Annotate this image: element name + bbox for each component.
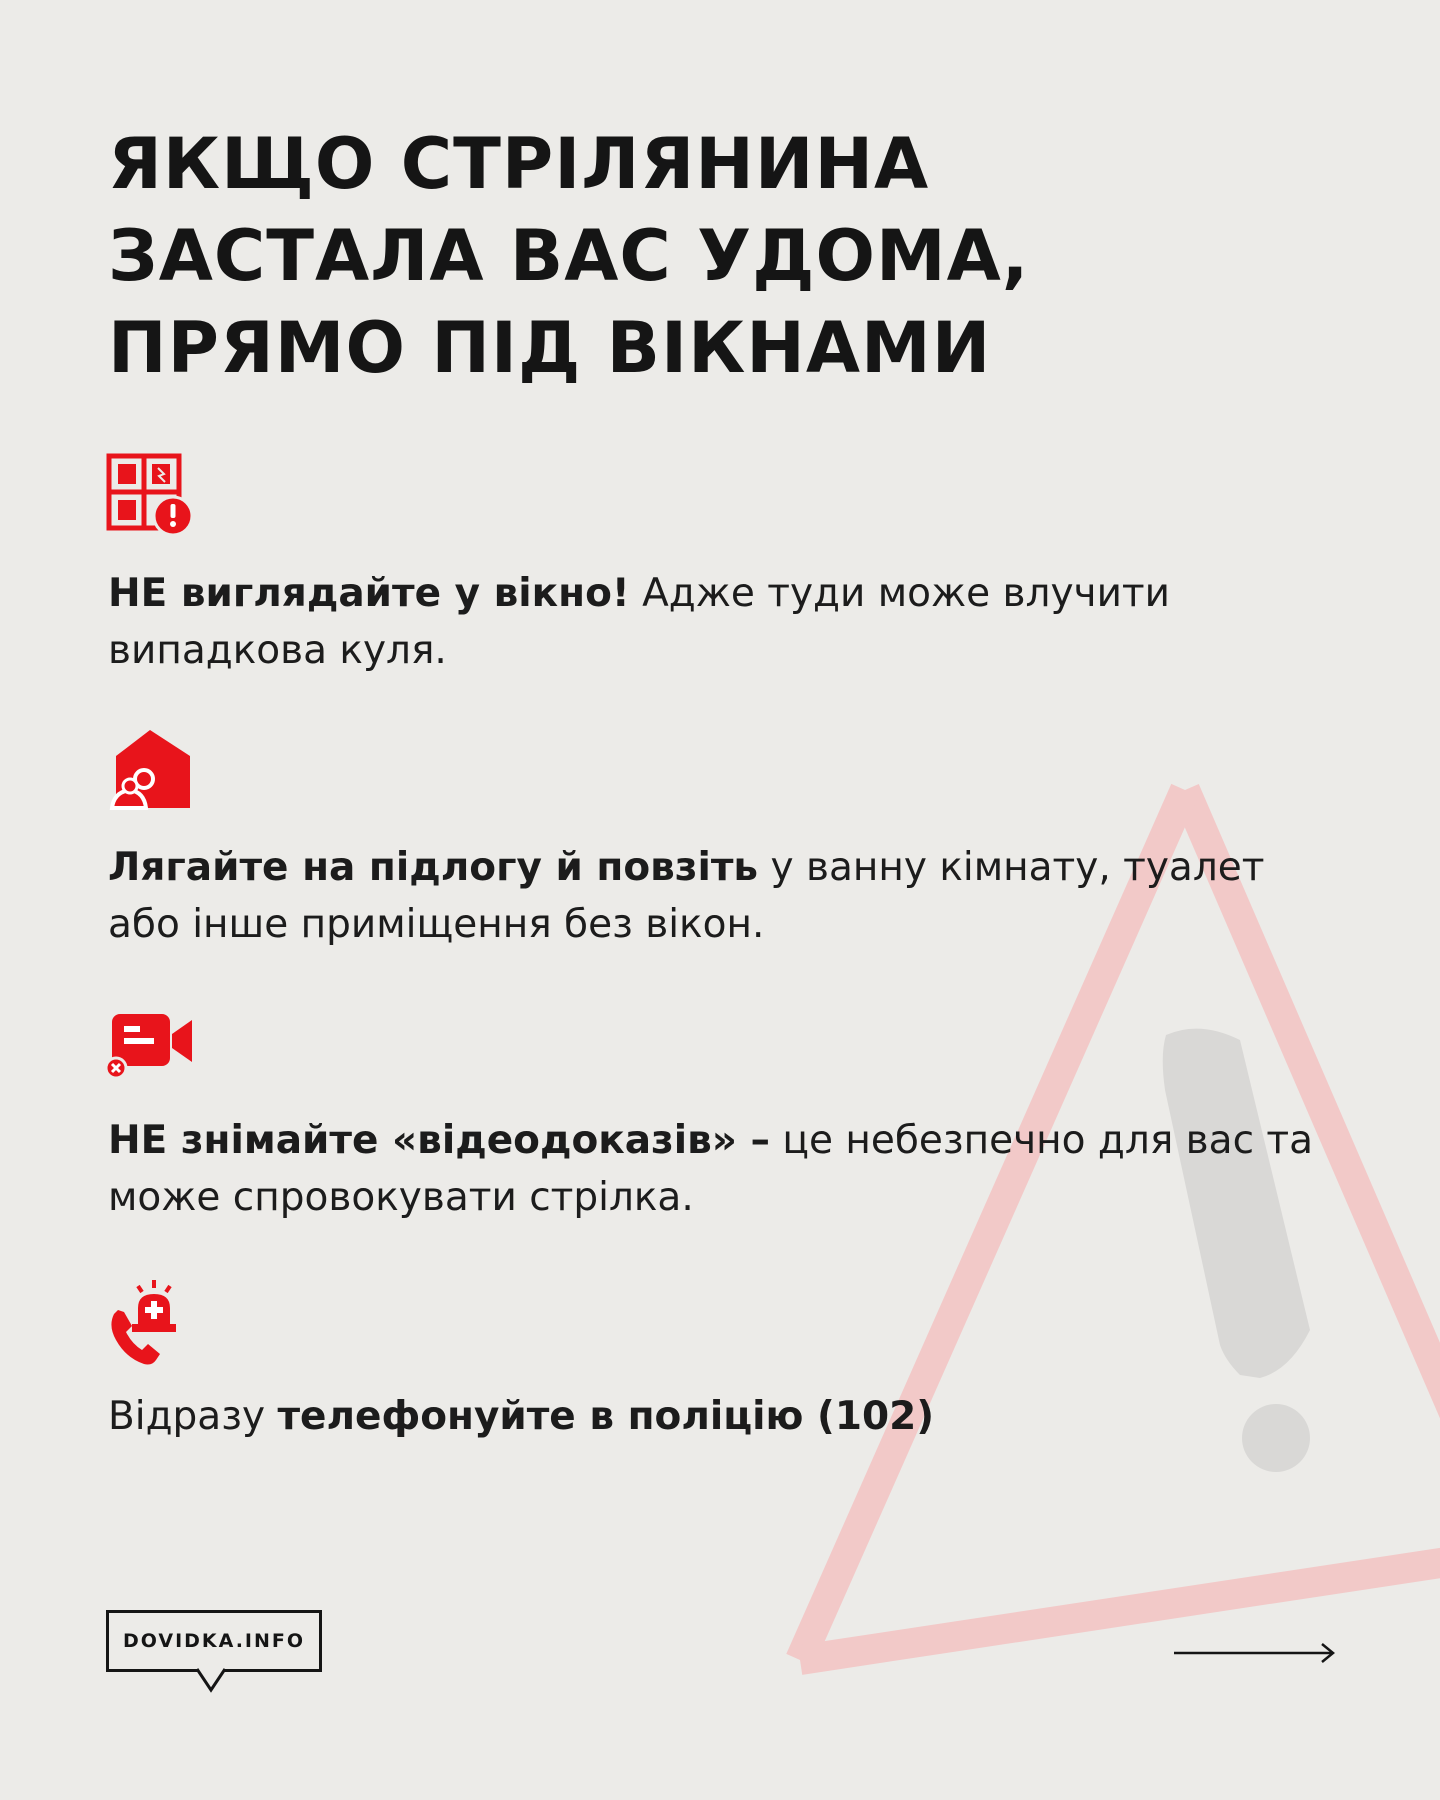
title-line-2: ЗАСТАЛА ВАС УДОМА, bbox=[108, 215, 1030, 297]
tip-3-text: це небезпечно для вас та може спровокувати стрілка. bbox=[108, 1118, 1314, 1220]
tip-2-bold: Лягайте на підлогу й повзіть bbox=[108, 845, 759, 890]
emergency-call-icon bbox=[108, 1278, 190, 1368]
title-line-1: ЯКЩО СТРІЛЯНИНА bbox=[108, 123, 930, 205]
dovidka-logo[interactable] bbox=[106, 1610, 322, 1672]
house-crawl-icon bbox=[108, 728, 192, 812]
tip-crawl-to-bathroom bbox=[108, 839, 1348, 953]
logo-text: DOVIDKA.INFO bbox=[122, 1630, 306, 1652]
tip-3-bold: НЕ знімайте «відеодоказів» – bbox=[108, 1118, 771, 1163]
window-warning-icon bbox=[106, 453, 196, 539]
tip-4-bold: телефонуйте в поліцію (102) bbox=[277, 1394, 935, 1439]
tip-1-text: Адже туди може влучити випадкова куля. bbox=[108, 571, 1170, 673]
page-title bbox=[108, 118, 1208, 394]
no-video-icon bbox=[104, 1012, 196, 1080]
arrow-right-icon[interactable] bbox=[1172, 1640, 1338, 1666]
tip-4-prefix: Відразу bbox=[108, 1394, 278, 1439]
logo-speech-tail bbox=[196, 1668, 228, 1694]
tip-dont-film bbox=[108, 1112, 1348, 1226]
tip-call-police bbox=[108, 1388, 1348, 1445]
tip-dont-look-window bbox=[108, 565, 1348, 679]
tip-2-text: у ванну кімнату, туалет або інше приміщення без вікон. bbox=[108, 845, 1265, 947]
title-line-3: ПРЯМО ПІД ВІКНАМИ bbox=[108, 307, 992, 389]
tip-1-bold: НЕ виглядайте у вікно! bbox=[108, 571, 630, 616]
